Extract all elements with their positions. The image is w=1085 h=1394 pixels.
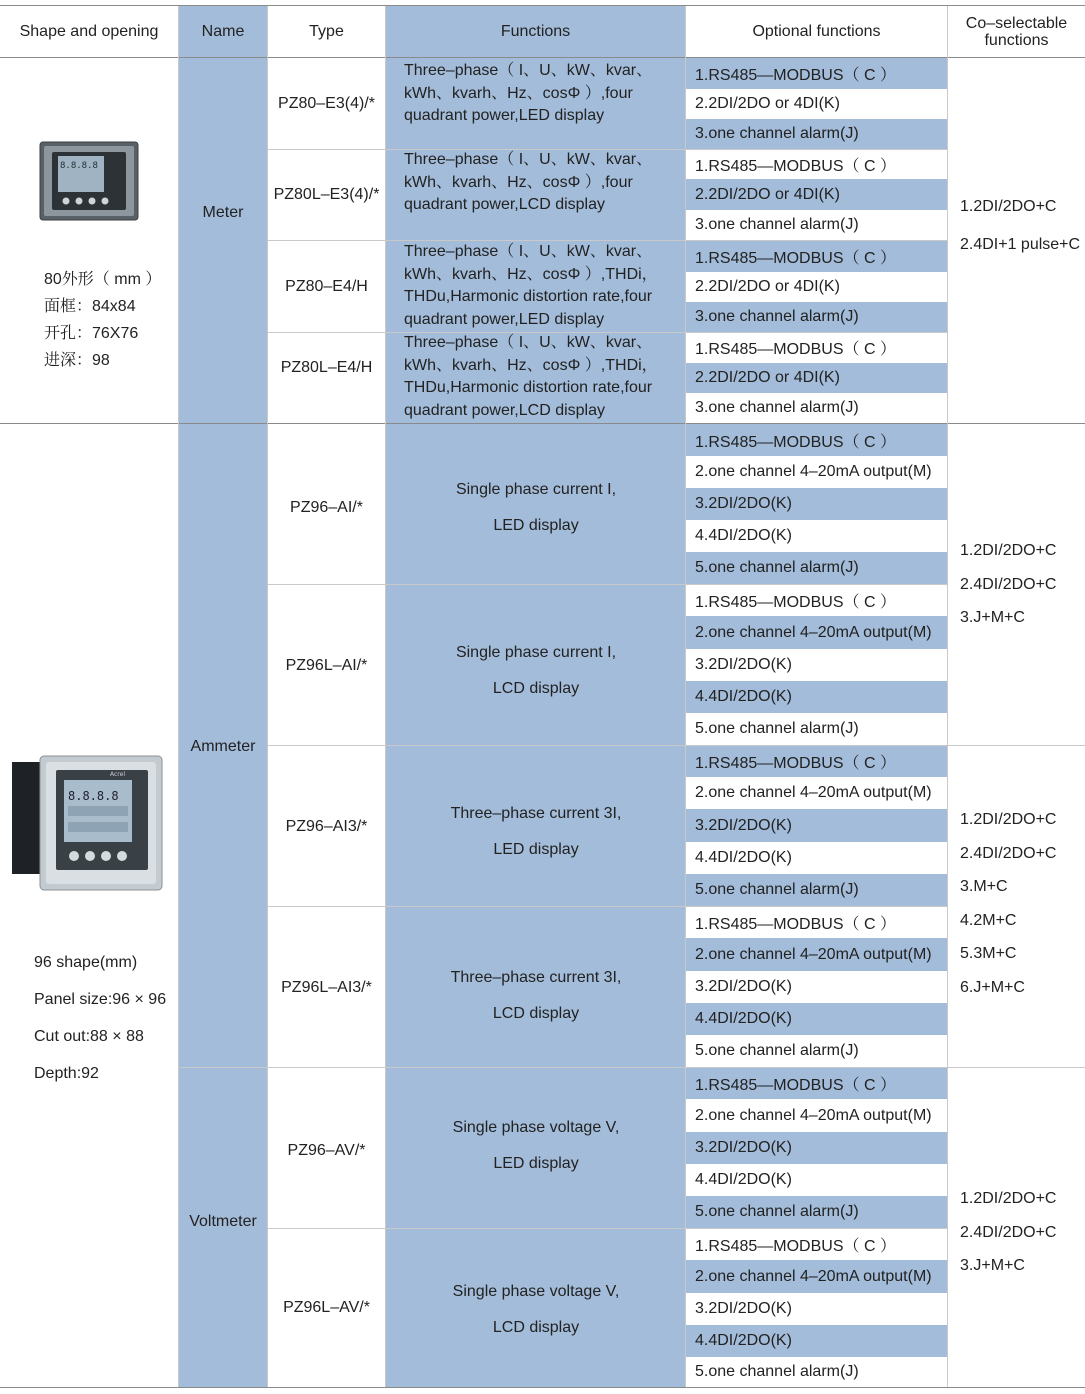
function-line: quadrant power,LCD display: [404, 401, 606, 419]
co-item: 2.4DI/2DO+C: [960, 575, 1057, 593]
function-cell: [386, 332, 685, 423]
opt-96-3-3: 3.2DI/2DO(K): [686, 809, 947, 842]
type-cell: PZ80–E3(4)/*: [278, 94, 375, 112]
co-item: 3.M+C: [960, 878, 1008, 895]
opt-96-3-2: 2.one channel 4–20mA output(M): [695, 784, 932, 801]
meter-96-spec-line: Depth:92: [34, 1065, 99, 1082]
table-bottom-rule: [0, 1387, 1085, 1388]
function-cell: [386, 241, 685, 332]
meter-96-spec-line: 96 shape(mm): [34, 954, 138, 971]
name-meter: Meter: [202, 204, 244, 221]
opt-96-4-3: 3.2DI/2DO(K): [695, 978, 792, 995]
opt-96-5-2: 2.one channel 4–20mA output(M): [695, 1106, 932, 1124]
function-line: LED display: [493, 517, 579, 534]
meter-80-spec-line: 80外形（ mm ）: [44, 271, 162, 288]
type-cell: PZ96L–AI3/*: [281, 978, 372, 996]
function-cell: [386, 472, 686, 544]
co-item: 1.2DI/2DO+C: [960, 542, 1057, 559]
meter-80-specs: [44, 266, 161, 374]
type-cell: PZ96–AV/*: [287, 1141, 366, 1159]
opt-96-1-2: 2.one channel 4–20mA output(M): [695, 463, 932, 480]
meter-80-spec-line: 进深：98: [44, 352, 110, 369]
type-cell: PZ96L–AI/*: [285, 656, 368, 674]
function-line: LED display: [493, 841, 579, 858]
name-voltmeter: Voltmeter: [189, 1213, 257, 1230]
co-item: 2.4DI/2DO+C: [960, 1223, 1057, 1241]
opt-96-2-1: 1.RS485—MODBUS（ C ）: [695, 593, 896, 611]
opt-80-2-1: 1.RS485—MODBUS（ C ）: [695, 157, 896, 175]
function-line: Three–phase（ I、U、kW、kvar、: [404, 334, 653, 351]
opt-96-2-5: 5.one channel alarm(J): [695, 720, 859, 737]
function-line: Three–phase current 3I,: [450, 969, 622, 986]
row-rule: [268, 745, 1085, 746]
opt-80-3-1: 1.RS485—MODBUS（ C ）: [686, 240, 947, 272]
function-line: Three–phase（ I、U、kW、kvar、: [404, 243, 653, 260]
co-selectable-ammeter-3: [960, 803, 1080, 1004]
v-rule: [947, 6, 948, 1387]
function-line: LCD display: [492, 680, 580, 697]
type-cell: PZ96–AI/*: [290, 499, 363, 516]
co-item: 3.J+M+C: [960, 1257, 1025, 1274]
header-shape: Shape and opening: [19, 23, 159, 40]
opt-96-2-3: 3.2DI/2DO(K): [695, 656, 792, 673]
opt-80-4-1: 1.RS485—MODBUS（ C ）: [695, 341, 896, 358]
opt-96-1-5: 5.one channel alarm(J): [686, 552, 947, 584]
header-functions: Functions: [500, 23, 571, 40]
name-column-bg: [179, 58, 267, 1387]
function-cell: [386, 149, 685, 217]
co-selectable-voltmeter: [960, 1182, 1080, 1283]
opt-96-2-4: 4.4DI/2DO(K): [686, 681, 947, 713]
header-co-line1: Co–selectable: [965, 15, 1068, 32]
function-line: quadrant power,LED display: [404, 310, 605, 328]
function-line: Single phase voltage V,: [452, 1283, 620, 1300]
opt-96-5-5: 5.one channel alarm(J): [686, 1196, 947, 1228]
function-line: Three–phase（ I、U、kW、kvar、: [404, 151, 653, 168]
header-co-line2: functions: [984, 32, 1049, 49]
header-type: Type: [309, 23, 344, 40]
meter-80-spec-line: 面框：84x84: [44, 298, 136, 315]
name-ammeter: Ammeter: [190, 738, 256, 755]
co-item: 3.J+M+C: [960, 609, 1025, 626]
opt-96-6-3: 3.2DI/2DO(K): [695, 1300, 792, 1317]
meter-96-readout: 8.8.8.8: [68, 789, 119, 803]
co-item: 4.2M+C: [960, 911, 1017, 929]
co-selectable-80: [960, 188, 1080, 264]
opt-96-6-1: 1.RS485—MODBUS（ C ）: [695, 1237, 896, 1255]
type-cell: PZ96–AI3/*: [285, 817, 368, 835]
function-line: Three–phase（ I、U、kW、kvar、: [404, 62, 653, 79]
co-item: 2.4DI/2DO+C: [960, 844, 1057, 862]
function-line: quadrant power,LCD display: [404, 196, 606, 213]
function-line: kWh、kvarh、Hz、cosΦ ）,four: [404, 84, 633, 102]
co-item: 5.3M+C: [960, 945, 1017, 962]
function-line: THDu,Harmonic distortion rate,four: [404, 379, 653, 396]
co-item: 2.4DI+1 pulse+C: [960, 236, 1081, 253]
opt-96-6-5: 5.one channel alarm(J): [695, 1363, 859, 1380]
co-item: 1.2DI/2DO+C: [960, 1190, 1057, 1207]
opt-96-4-1: 1.RS485—MODBUS（ C ）: [695, 915, 896, 933]
function-cell: [386, 796, 686, 868]
opt-96-5-4: 4.4DI/2DO(K): [695, 1171, 792, 1188]
opt-96-4-2: 2.one channel 4–20mA output(M): [686, 938, 947, 971]
meter-96-brand: Acrel: [110, 771, 125, 778]
type-cell: PZ80–E4/H: [285, 277, 368, 295]
header-name: Name: [201, 23, 245, 40]
group-divider-rule: [0, 423, 1085, 424]
opt-96-6-4: 4.4DI/2DO(K): [686, 1325, 947, 1357]
opt-80-4-2: 2.2DI/2DO or 4DI(K): [686, 363, 947, 393]
function-cell: [386, 1110, 686, 1182]
co-item: 6.J+M+C: [960, 978, 1025, 996]
header-optional: Optional functions: [752, 23, 881, 40]
function-line: Single phase voltage V,: [452, 1119, 620, 1136]
function-line: kWh、kvarh、Hz、cosΦ ）,THDi，: [404, 265, 658, 283]
function-line: LED display: [493, 1155, 579, 1172]
function-cell: [386, 960, 686, 1032]
meter-80-spec-line: 开孔：76X76: [44, 325, 139, 342]
function-cell: [386, 1274, 686, 1346]
function-cell: [386, 60, 685, 128]
meter-80-readout: 8.8.8.8: [60, 161, 98, 171]
opt-96-3-1: 1.RS485—MODBUS（ C ）: [686, 745, 947, 777]
opt-96-5-1: 1.RS485—MODBUS（ C ）: [686, 1067, 947, 1099]
function-line: kWh、kvarh、Hz、cosΦ ）,four: [404, 173, 633, 191]
opt-96-1-4: 4.4DI/2DO(K): [695, 527, 792, 544]
type-cell: PZ80L–E3(4)/*: [273, 186, 380, 203]
opt-96-6-2: 2.one channel 4–20mA output(M): [686, 1260, 947, 1293]
opt-96-1-3: 3.2DI/2DO(K): [686, 488, 947, 520]
meter-96-spec-line: Panel size:96 × 96: [34, 991, 167, 1008]
function-line: Three–phase current 3I,: [450, 805, 622, 822]
opt-80-1-1: 1.RS485—MODBUS（ C ）: [686, 58, 947, 89]
function-line: LCD display: [492, 1319, 580, 1336]
header-co-selectable: [948, 6, 1085, 58]
opt-96-4-4: 4.4DI/2DO(K): [686, 1003, 947, 1035]
opt-80-2-3: 3.one channel alarm(J): [695, 216, 859, 233]
meter-96-spec-line: Cut out:88 × 88: [34, 1028, 144, 1045]
opt-96-4-5: 5.one channel alarm(J): [695, 1042, 859, 1059]
opt-96-5-3: 3.2DI/2DO(K): [686, 1132, 947, 1164]
opt-96-1-1: 1.RS485—MODBUS（ C ）: [686, 424, 947, 456]
meter-96-specs: [34, 944, 166, 1092]
co-item: 1.2DI/2DO+C: [960, 198, 1057, 215]
function-line: THDu,Harmonic distortion rate,four: [404, 288, 653, 305]
function-line: Single phase current I,: [455, 644, 617, 661]
opt-80-2-2: 2.2DI/2DO or 4DI(K): [686, 179, 947, 210]
meter-96-photo: [12, 752, 164, 892]
opt-80-1-3: 3.one channel alarm(J): [686, 119, 947, 149]
opt-96-3-5: 5.one channel alarm(J): [686, 874, 947, 906]
opt-96-2-2: 2.one channel 4–20mA output(M): [686, 616, 947, 649]
function-line: quadrant power,LED display: [404, 107, 605, 124]
function-line: kWh、kvarh、Hz、cosΦ ）,THDi，: [404, 356, 658, 374]
function-cell: [386, 635, 686, 707]
function-line: Single phase current I,: [455, 481, 617, 498]
opt-96-3-4: 4.4DI/2DO(K): [695, 849, 792, 866]
type-cell: PZ80L–E4/H: [280, 359, 373, 376]
opt-80-3-3: 3.one channel alarm(J): [686, 302, 947, 332]
function-line: LCD display: [492, 1005, 580, 1022]
opt-80-1-2: 2.2DI/2DO or 4DI(K): [695, 95, 840, 112]
meter-80-photo: [38, 140, 140, 222]
opt-80-3-2: 2.2DI/2DO or 4DI(K): [695, 278, 840, 295]
type-cell: PZ96L–AV/*: [283, 1299, 370, 1316]
co-selectable-ammeter-1: [960, 534, 1080, 635]
opt-80-4-3: 3.one channel alarm(J): [695, 399, 859, 416]
co-item: 1.2DI/2DO+C: [960, 811, 1057, 828]
